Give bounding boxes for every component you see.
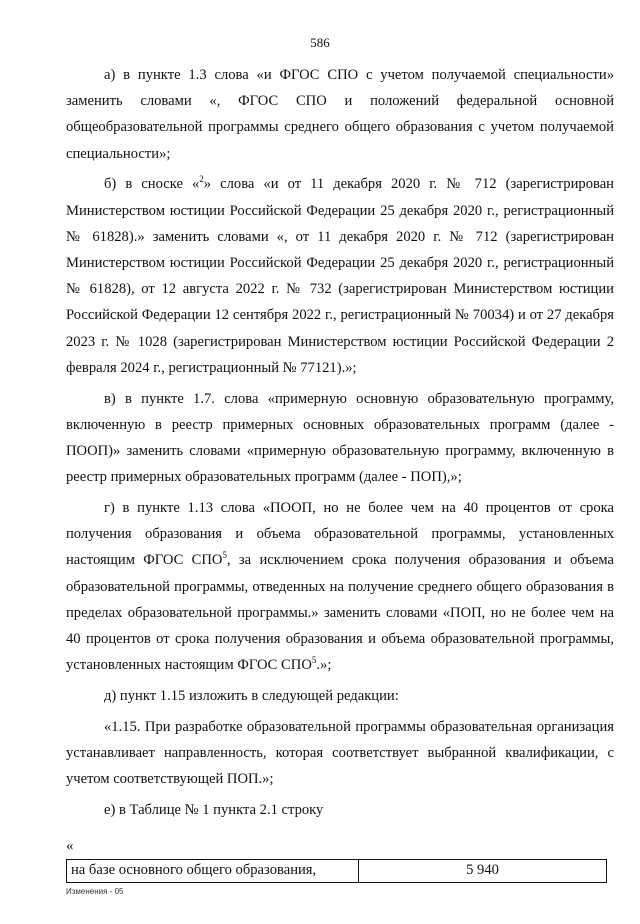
paragraph-1-15: «1.15. При разработке образовательной программы образовательная организация устанавливает направленность, которая соответствует выбранной квалификации, с учетом соответствующей ПОП.»; <box>66 718 614 788</box>
document-body <box>66 62 614 823</box>
paragraph-b <box>66 171 614 381</box>
paragraph-b-text-1: б) в сноске « <box>104 176 200 193</box>
footnote-mark: 5 <box>222 550 227 561</box>
table-row <box>66 859 607 883</box>
table-cell-education-basis: на базе основного общего образования, <box>67 860 359 882</box>
paragraph-a: а) в пункте 1.3 слова «и ФГОС СПО с учетом получаемой специальности» заменить словами «, ФГОС СПО и положений федеральной основной общеобразовательной программы среднего общего образования с учетом получаемой специальности»; <box>66 67 614 162</box>
page-number: 586 <box>310 35 330 50</box>
footer-label: Изменения - 05 <box>66 887 124 896</box>
opening-quote: « <box>66 838 74 854</box>
footnote-mark: 5 <box>311 655 317 666</box>
paragraph-e: е) в Таблице № 1 пункта 2.1 строку <box>104 802 324 819</box>
paragraph-g-text-3: .»; <box>316 657 332 674</box>
table-cell-hours: 5 940 <box>466 862 499 878</box>
paragraph-d: д) пункт 1.15 изложить в следующей редакции: <box>104 688 399 705</box>
paragraph-v: в) в пункте 1.7. слова «примерную основную образовательную программу, включенную в реестр примерных основных образовательных программ (далее - ПООП)» заменить словами «примерную образовательную программу, включенную в реестр примерных образовательных программ (далее - ПОП),»; <box>66 390 614 486</box>
paragraph-g-text-2: , за исключением срока получения образования и объема образовательной программы, отведенных на получение среднего общего образования в пределах образовательной программы.» заменить словами «ПОП, но не более чем на 40 процентов от срока получения образования и объема образовательной программы, установленных настоящим ФГОС СПО <box>66 552 614 674</box>
footnote-mark: 2 <box>199 174 204 185</box>
paragraph-b-text-2: » слова «и от 11 декабря 2020 г. № 712 (зарегистрирован Министерством юстиции Российской Федерации 25 декабря 2020 г., регистрационный № 61828).» заменить словами «, от 11 декабря 2020 г. № 712 (зарегистрирован Министерством юстиции Российской Федерации 25 декабря 2020 г., регистрационный № 61828), от 12 августа 2022 г. № 732 (зарегистрирован Министерством юстиции Российской Федерации 12 сентября 2022 г., регистрационный № 70034) и от 27 декабря 2023 г. № 1028 (зарегистрирован Министерством юстиции Российской Федерации 2 февраля 2024 г., регистрационный № 77121).»; <box>66 176 614 376</box>
paragraph-g <box>66 495 614 678</box>
paragraph-g-text-1: г) в пункте 1.13 слова «ПООП, но не более чем на 40 процентов от срока получения образования и объема образовательной программы, установленных настоящим ФГОС СПО <box>66 500 614 569</box>
